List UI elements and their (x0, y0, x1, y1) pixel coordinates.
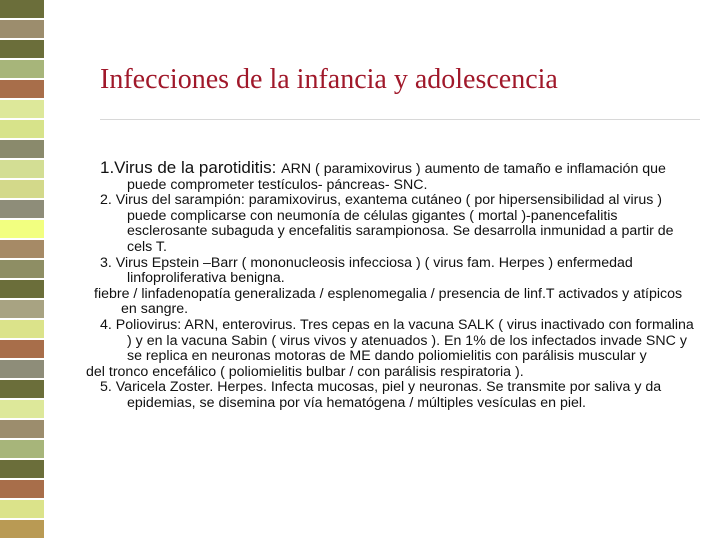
stripe-block (0, 0, 44, 18)
stripe-block (0, 480, 44, 498)
stripe-block (0, 40, 44, 58)
stripe-block (0, 520, 44, 538)
list-item-sarampion (100, 193, 700, 255)
content-list (86, 158, 700, 412)
list-item-continuation (86, 363, 700, 381)
list-item-parotiditis (100, 160, 700, 193)
page-title: Infecciones de la infancia y adolescencia (100, 64, 558, 95)
stripe-block (0, 160, 44, 178)
list-item-continuation (94, 285, 700, 318)
item-text: del tronco encefálico ( poliomielitis bulbar / con parálisis respiratoria ). (86, 363, 524, 380)
stripe-block (0, 20, 44, 38)
stripe-block (0, 120, 44, 138)
stripe-block (0, 60, 44, 78)
stripe-block (0, 500, 44, 518)
item-text: fiebre / linfadenopatía generalizada / esplenomegalia / presencia de linf.T activados y atípicos en sangre. (94, 285, 683, 318)
item-text: 2. Virus del sarampión: paramixovirus, exantema cutáneo ( por hipersensibilidad al virus ) puede complicarse con neumonía de células gigantes ( mortal )-panencefalitis esclerosante subaguda y encefalitis sarampionosa. Se desarrolla inmunidad a partir de cels T. (100, 192, 674, 255)
stripe-block (0, 320, 44, 338)
decorative-stripe (0, 0, 44, 540)
stripe-block (0, 100, 44, 118)
stripe-block (0, 80, 44, 98)
stripe-block (0, 360, 44, 378)
item-text: 4. Poliovirus: ARN, enterovirus. Tres cepas en la vacuna SALK ( virus inactivado con formalina ) y en la vacuna Sabin ( virus vivos y atenuados ). En 1% de los infectados invade SNC y se replica en neuronas motoras de ME dando poliomielitis con parálisis muscular y (100, 316, 694, 365)
stripe-block (0, 220, 44, 238)
item-text: ARN ( paramixovirus ) aumento de tamaño e inflamación que puede comprometer testículos- páncreas- SNC. (127, 161, 666, 193)
list-item-poliovirus (100, 318, 700, 365)
stripe-block (0, 180, 44, 198)
list-item-varicela (100, 380, 700, 411)
list-item-epstein-barr (100, 256, 700, 287)
item-heading: 1.Virus de la parotiditis: (100, 158, 282, 177)
stripe-block (0, 460, 44, 478)
item-text: 5. Varicela Zoster. Herpes. Infecta mucosas, piel y neuronas. Se transmite por saliva y da epidemias, se disemina por vía hematógena / múltiples vesículas en piel. (100, 379, 662, 411)
stripe-block (0, 260, 44, 278)
stripe-block (0, 200, 44, 218)
stripe-block (0, 340, 44, 358)
stripe-block (0, 440, 44, 458)
stripe-block (0, 240, 44, 258)
stripe-block (0, 400, 44, 418)
stripe-block (0, 420, 44, 438)
item-text: 3. Virus Epstein –Barr ( mononucleosis infecciosa ) ( virus fam. Herpes ) enfermedad linfoproliferativa benigna. (100, 254, 633, 287)
stripe-block (0, 140, 44, 158)
title-divider (100, 119, 700, 120)
stripe-block (0, 300, 44, 318)
stripe-block (0, 280, 44, 298)
stripe-block (0, 380, 44, 398)
